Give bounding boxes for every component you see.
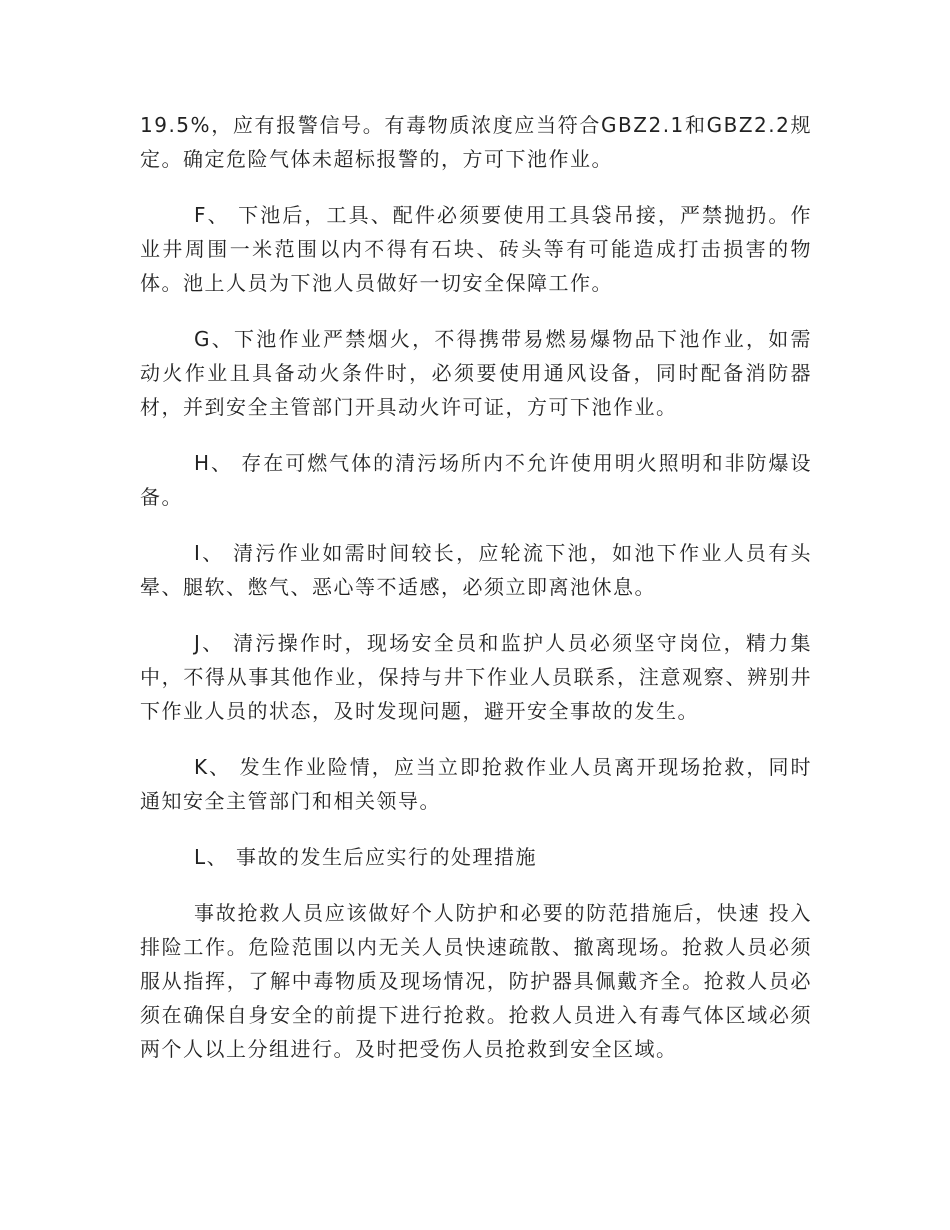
paragraph-f-tool-bag: F、 下池后，工具、配件必须要使用工具袋吊接，严禁抛扔。作业井周围一米范围以内不得有石块、砖头等有可能造成打击损害的物体。池上人员为下池人员做好一切安全保障工作。 [140, 203, 812, 295]
paragraph-k-emergency: K、 发生作业险情，应当立即抢救作业人员离开现场抢救，同时通知安全主管部门和相关领导。 [140, 755, 812, 813]
paragraph-oxygen-alarm: 19.5%，应有报警信号。有毒物质浓度应当符合GBZ2.1和GBZ2.2规定。确定危险气体未超标报警的，方可下池作业。 [140, 113, 812, 171]
paragraph-i-rotation: I、 清污作业如需时间较长，应轮流下池，如池下作业人员有头晕、腿软、憋气、恶心等不适感，必须立即离池休息。 [140, 541, 812, 599]
paragraph-h-flammable-gas: H、 存在可燃气体的清污场所内不允许使用明火照明和非防爆设备。 [140, 451, 812, 509]
paragraph-j-supervision: J、 清污操作时，现场安全员和监护人员必须坚守岗位，精力集中，不得从事其他作业，保持与井下作业人员联系，注意观察、辨别井下作业人员的状态，及时发现问题，避开安全事故的发生。 [140, 631, 812, 723]
paragraph-rescue-measures: 事故抢救人员应该做好个人防护和必要的防范措施后，快速 投入排险工作。危险范围以内无关人员快速疏散、撤离现场。抢救人员必须服从指挥，了解中毒物质及现场情况，防护器具佩戴齐全。抢救人员必须在确保自身安全的前提下进行抢救。抢救人员进入有毒气体区域必须两个人以上分组进行。及时把受伤人员抢救到安全区域。 [140, 901, 812, 1061]
paragraph-g-no-fire: G、下池作业严禁烟火，不得携带易燃易爆物品下池作业，如需动火作业且具备动火条件时，必须要使用通风设备，同时配备消防器材，并到安全主管部门开具动火许可证，方可下池作业。 [140, 327, 812, 419]
paragraph-l-heading: L、 事故的发生后应实行的处理措施 [194, 845, 537, 869]
document-page [140, 108, 812, 1088]
